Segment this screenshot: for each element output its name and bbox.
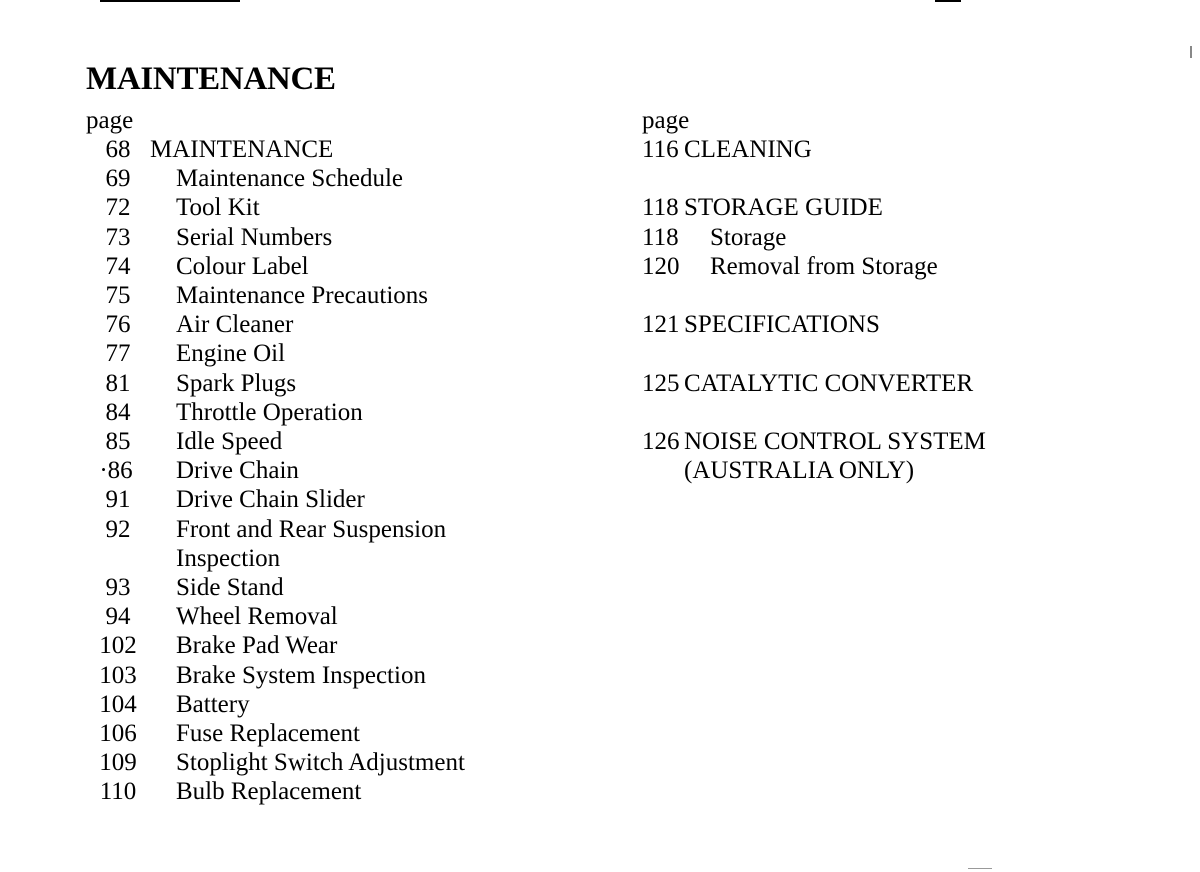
toc-entry-label: STORAGE GUIDE xyxy=(684,194,883,222)
toc-entry xyxy=(86,602,606,631)
toc-entry-list xyxy=(86,135,606,807)
toc-section-entry xyxy=(642,456,1162,485)
toc-entry-label: Drive Chain Slider xyxy=(176,486,365,514)
toc-entry xyxy=(86,164,606,193)
page-column-header: page xyxy=(642,107,690,134)
toc-entry-label: Maintenance Schedule xyxy=(176,165,403,193)
toc-entry xyxy=(86,281,606,310)
toc-entry xyxy=(86,485,606,514)
toc-entry-label: (AUSTRALIA ONLY) xyxy=(684,457,915,485)
toc-entry-label: Front and Rear Suspension xyxy=(176,515,447,543)
toc-page-number: 76 xyxy=(105,311,131,339)
toc-entry-label: Drive Chain xyxy=(176,457,299,485)
toc-entry-label: Fuse Replacement xyxy=(176,720,360,748)
toc-entry xyxy=(642,252,1162,281)
section-spacer xyxy=(642,281,1162,310)
toc-entry-label: Maintenance Precautions xyxy=(176,282,428,310)
toc-entry-label: Wheel Removal xyxy=(176,603,338,631)
toc-page-number: 116 xyxy=(642,136,679,163)
section-spacer xyxy=(642,164,1162,193)
toc-entry xyxy=(86,427,606,456)
toc-page-number: 118 xyxy=(642,194,679,222)
toc-entry-label: CLEANING xyxy=(684,136,812,163)
toc-section-entry xyxy=(642,193,1162,222)
scan-edge-mark xyxy=(968,868,992,869)
toc-page-number: 106 xyxy=(99,720,137,748)
toc-page-number: 72 xyxy=(105,194,131,222)
toc-page-number: 120 xyxy=(642,252,680,280)
toc-entry-label: Air Cleaner xyxy=(176,311,294,339)
toc-page-number: 84 xyxy=(105,398,131,426)
toc-page-number: 102 xyxy=(99,632,137,660)
toc-page-number: 77 xyxy=(105,340,131,368)
toc-section-entry xyxy=(642,135,1162,164)
toc-entry xyxy=(86,310,606,339)
toc-entry xyxy=(86,398,606,427)
toc-entry-label: Serial Numbers xyxy=(176,223,333,251)
toc-entry xyxy=(86,369,606,398)
toc-page-number: 94 xyxy=(105,603,131,631)
toc-page-number: 74 xyxy=(105,252,131,280)
toc-page-number: 110 xyxy=(99,778,137,806)
toc-entry-label: Bulb Replacement xyxy=(176,778,362,806)
toc-section-entry xyxy=(642,427,1162,456)
toc-entry-label: Brake Pad Wear xyxy=(176,632,338,660)
toc-page-number: 85 xyxy=(105,428,131,456)
toc-entry-label: Storage xyxy=(710,223,787,251)
toc-page-number: 121 xyxy=(642,311,680,339)
toc-entry xyxy=(86,544,606,573)
toc-entry-label: Spark Plugs xyxy=(176,369,297,397)
toc-entry xyxy=(86,252,606,281)
toc-entry xyxy=(86,690,606,719)
toc-page-number: ·86 xyxy=(99,457,133,485)
toc-section-entry xyxy=(642,310,1162,339)
toc-page-number xyxy=(642,456,684,485)
toc-left-column xyxy=(86,106,606,807)
scan-edge-mark xyxy=(1190,46,1192,58)
toc-entry xyxy=(86,748,606,777)
toc-entry-label: Throttle Operation xyxy=(176,398,363,426)
toc-entry-label: NOISE CONTROL SYSTEM xyxy=(684,427,986,455)
toc-entry xyxy=(86,456,606,485)
toc-page-number: 118 xyxy=(642,223,679,251)
toc-entry-label: Stoplight Switch Adjustment xyxy=(176,749,465,777)
toc-page-number: 125 xyxy=(642,369,680,397)
toc-entry xyxy=(86,339,606,368)
toc-entry xyxy=(86,777,606,806)
toc-page-number: 91 xyxy=(105,486,131,514)
toc-section-entry xyxy=(642,369,1162,398)
toc-entry xyxy=(86,573,606,602)
toc-entry xyxy=(86,223,606,252)
section-spacer xyxy=(642,339,1162,368)
toc-page-number: 69 xyxy=(105,165,131,193)
toc-right-column xyxy=(642,106,1162,485)
page-title: MAINTENANCE xyxy=(86,61,336,97)
scan-edge-mark xyxy=(100,0,240,2)
toc-entry-label: SPECIFICATIONS xyxy=(684,311,880,339)
page-column-header: page xyxy=(86,107,134,134)
toc-entry-label: Removal from Storage xyxy=(710,252,938,280)
toc-section-entry xyxy=(86,135,606,164)
toc-entry-label: Brake System Inspection xyxy=(176,661,426,689)
toc-page-number: 81 xyxy=(105,369,131,397)
toc-page-number: 103 xyxy=(99,661,137,689)
toc-entry-list xyxy=(642,135,1162,485)
toc-entry-label: Side Stand xyxy=(176,574,284,602)
toc-entry-label: Inspection xyxy=(176,544,281,572)
toc-entry xyxy=(86,631,606,660)
toc-entry-label: Battery xyxy=(176,690,250,718)
toc-entry xyxy=(86,719,606,748)
toc-entry xyxy=(642,223,1162,252)
toc-entry xyxy=(86,515,606,544)
toc-page-number: 92 xyxy=(105,515,131,543)
toc-entry-label: MAINTENANCE xyxy=(150,136,334,163)
toc-page-number: 93 xyxy=(105,574,131,602)
toc-entry xyxy=(86,661,606,690)
section-spacer xyxy=(642,398,1162,427)
toc-page-number: 68 xyxy=(105,136,131,163)
scan-edge-mark xyxy=(935,0,961,2)
toc-page-number xyxy=(86,544,150,573)
toc-entry-label: CATALYTIC CONVERTER xyxy=(684,369,974,397)
toc-entry-label: Idle Speed xyxy=(176,428,283,456)
toc-page-number: 104 xyxy=(99,690,137,718)
toc-page-number: 109 xyxy=(99,749,137,777)
toc-entry-label: Colour Label xyxy=(176,252,309,280)
toc-entry-label: Tool Kit xyxy=(176,194,260,222)
toc-entry-label: Engine Oil xyxy=(176,340,286,368)
toc-entry xyxy=(86,193,606,222)
toc-page-number: 73 xyxy=(105,223,131,251)
toc-page-number: 126 xyxy=(642,427,680,455)
toc-page-number: 75 xyxy=(105,282,131,310)
